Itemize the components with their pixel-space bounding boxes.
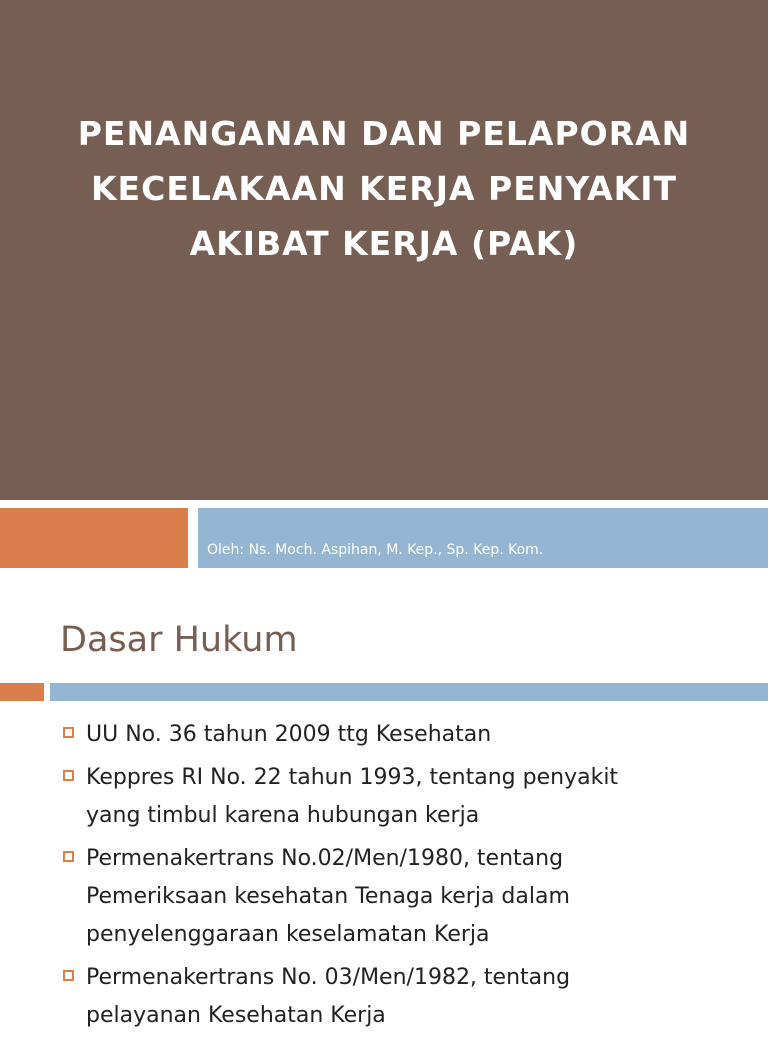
bullet-line: penyelenggaraan keselamatan Kerja <box>86 922 490 947</box>
hollow-square-bullet-icon <box>63 970 74 981</box>
bullet-line: yang timbul karena hubungan kerja <box>86 803 480 828</box>
bullet-line: Permenakertrans No. 03/Men/1982, tentang <box>86 965 571 990</box>
bullet-text <box>86 840 750 954</box>
hollow-square-bullet-icon <box>63 727 74 738</box>
slide-heading: Dasar Hukum <box>60 620 298 660</box>
bullet-text <box>86 759 750 835</box>
slide-title-line: AKIBAT KERJA (PAK) <box>189 224 579 263</box>
author-subtitle: Oleh: Ns. Moch. Aspihan, M. Kep., Sp. Kep. Kom. <box>207 542 544 558</box>
blue-accent-bar <box>50 683 768 701</box>
bullet-line: pelayanan Kesehatan Kerja <box>86 1003 386 1028</box>
slide-title <box>20 106 748 271</box>
bullet-item <box>60 840 750 954</box>
bullet-text <box>86 716 750 754</box>
bullet-list <box>60 716 750 1040</box>
content-slide <box>0 568 768 1028</box>
blue-accent-bar <box>198 508 768 568</box>
bullet-line: UU No. 36 tahun 2009 ttg Kesehatan <box>86 722 492 747</box>
hollow-square-bullet-icon <box>63 770 74 781</box>
bullet-item <box>60 759 750 835</box>
hollow-square-bullet-icon <box>63 851 74 862</box>
slide-title-line: KECELAKAAN KERJA PENYAKIT <box>90 169 678 208</box>
orange-accent-bar <box>0 508 188 568</box>
bullet-item <box>60 716 750 754</box>
bullet-line: Pemeriksaan kesehatan Tenaga kerja dalam <box>86 884 570 909</box>
slide-title-line: PENANGANAN DAN PELAPORAN <box>77 114 691 153</box>
title-panel <box>0 0 768 500</box>
bullet-line: Permenakertrans No.02/Men/1980, tentang <box>86 846 564 871</box>
bullet-line: Keppres RI No. 22 tahun 1993, tentang penyakit <box>86 765 619 790</box>
orange-accent-bar <box>0 683 44 701</box>
